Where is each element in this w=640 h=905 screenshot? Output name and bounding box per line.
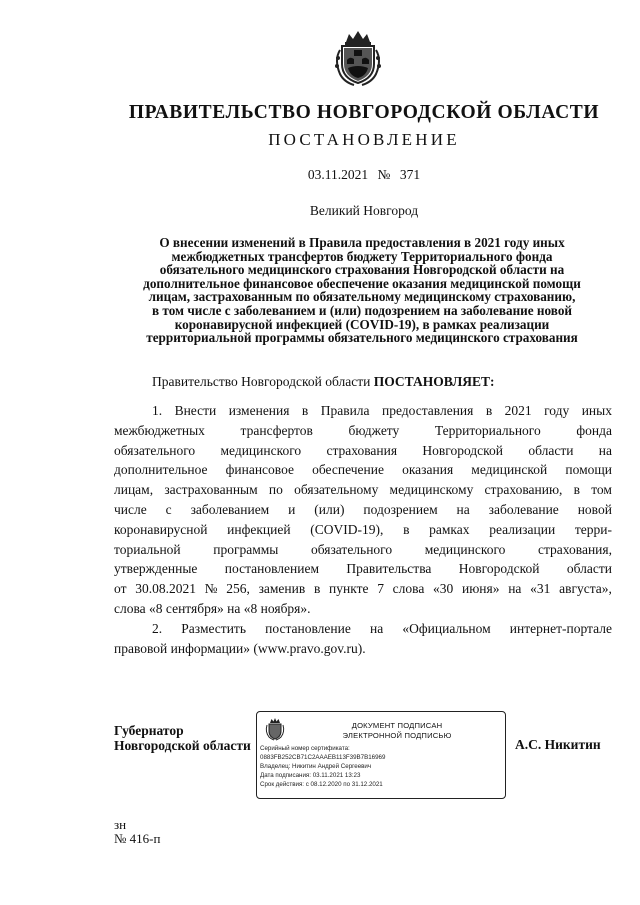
body-word: 256, (226, 581, 250, 597)
subject-line: межбюджетных трансфертов бюджету Территориального фонда (171, 248, 553, 264)
body-word: коронавирусной (114, 521, 208, 537)
document-subject (112, 236, 612, 345)
executor-initials: зн (114, 817, 127, 832)
body-word: трансфертов (240, 422, 313, 438)
subject-line: лицам, застрахованным по обязательному медицинскому страхованию, (148, 289, 576, 305)
body-word: слова (392, 581, 425, 597)
body-word: изменения (228, 403, 290, 418)
body-word: инфекцией (227, 521, 291, 537)
body-line (114, 540, 612, 560)
body-word: лицам, (114, 482, 154, 498)
body-word: медицинскому (389, 482, 474, 498)
cert-number: 0883FB252CB71C2AAAEB113F39B7B16969 (260, 753, 386, 761)
stamp-details (260, 745, 504, 790)
subject-line: коронавирусной инфекцией (COVID-19), в рамках реализации (174, 316, 550, 332)
body-word: в (301, 403, 309, 418)
body-word: августа», (559, 581, 612, 597)
body-word: Правила (320, 403, 370, 418)
signer-name: А.С. Никитин (515, 737, 601, 752)
preamble-keyword: ПОСТАНОВЛЯЕТ: (373, 374, 495, 389)
body-word: области (528, 442, 574, 458)
body-word: с (165, 501, 172, 517)
body-line (114, 500, 612, 520)
body-word: 30.08.2021 (135, 581, 196, 597)
body-word: в (573, 482, 580, 498)
body-word: году (544, 403, 570, 418)
document-type: ПОСТАНОВЛЕНИЕ (268, 130, 460, 149)
body-word: от (114, 581, 127, 597)
body-word: июня» (462, 581, 500, 597)
body-line (114, 441, 612, 461)
body-word: Правительства (346, 561, 432, 577)
body-word: помощи (565, 462, 612, 478)
body-word: постановление (265, 620, 351, 636)
body-line (114, 460, 612, 480)
subject-line: обязательного медицинского страхования Новгородской области на (159, 262, 565, 278)
footer (114, 818, 160, 846)
novgorod-coat-of-arms-icon (330, 28, 386, 86)
body-word: 7 (377, 581, 384, 597)
signer-position (114, 723, 251, 753)
stamp-heading (297, 721, 497, 741)
body-word: медицинского (220, 442, 302, 458)
government-title: ПРАВИТЕЛЬСТВО НОВГОРОДСКОЙ ОБЛАСТИ (128, 102, 600, 123)
number-sign: № (377, 167, 391, 182)
body-word: предоставления (381, 403, 474, 418)
body-line (114, 599, 612, 619)
body-line (114, 579, 612, 599)
body-word: заболевание (488, 501, 559, 517)
body-word: на (508, 581, 522, 597)
subject-line: О внесении изменений в Правила предоставления в 2021 году иных (159, 235, 565, 250)
body-word: заменив (258, 581, 306, 597)
document-date: 03.11.2021 (307, 167, 369, 182)
body-word: на (456, 501, 470, 517)
body-word: 1. (152, 403, 163, 418)
stamp-subtitle: ЭЛЕКТРОННОЙ ПОДПИСЬЮ (342, 731, 452, 740)
body-word: утвержденные (114, 561, 198, 577)
body-word: обязательного (114, 442, 196, 458)
body-word: Разместить (181, 620, 246, 636)
preamble-text: Правительство Новгородской области (152, 374, 374, 389)
body-word: реализации (489, 521, 556, 537)
date-and-number (0, 167, 640, 183)
body-word: в (403, 521, 410, 537)
body-word: по (268, 482, 283, 498)
body-word: ториальной (114, 541, 181, 557)
body-word: медицинской (471, 462, 548, 478)
body-word: Новгородской (458, 561, 540, 577)
body-word: и (288, 501, 296, 517)
body-word: программы (213, 541, 279, 557)
signed-date: Дата подписания: 03.11.2021 13:23 (260, 771, 361, 779)
body-word: интернет-портале (509, 620, 612, 636)
body-word: в (313, 581, 321, 597)
body-word: «31 (530, 581, 551, 597)
document-number: 371 (399, 167, 421, 182)
body-word: межбюджетных (114, 422, 205, 438)
body-word: 2021 (504, 403, 532, 418)
body-word: медицинского (424, 541, 506, 557)
body-word: иных (581, 403, 612, 418)
cert-validity: Срок действия: с 08.12.2020 по 31.12.2021 (260, 780, 383, 788)
body-word: страхования, (537, 541, 612, 557)
subject-line: в том числе с заболеванием и (или) подозрением на заболевание новой (151, 302, 573, 318)
body-word: Внести (174, 403, 217, 418)
body-word: новой (577, 501, 612, 517)
city: Великий Новгород (309, 203, 419, 218)
subject-line: дополнительное финансовое обеспечение оказания медицинской помощи (143, 275, 581, 291)
body-word: «Официальном (402, 620, 491, 636)
stamp-title: ДОКУМЕНТ ПОДПИСАН (351, 721, 443, 730)
body-line (114, 639, 612, 659)
resolution-body (114, 401, 612, 658)
body-word: том (591, 482, 612, 498)
body-word: области (566, 561, 612, 577)
subject-line: территориальной программы обязательного медицинского страхования (146, 330, 578, 346)
body-word: терри- (574, 521, 612, 537)
body-word: рамках (429, 521, 470, 537)
cert-label: Серийный номер сертификата: (260, 745, 350, 752)
body-word: (или) (314, 501, 345, 517)
body-line (114, 480, 612, 500)
body-line (114, 421, 612, 441)
body-word: обязательного (310, 541, 393, 557)
signer-position-line: Новгородской области (114, 738, 251, 753)
signer-position-line: Губернатор (114, 723, 184, 738)
body-word: Новгородской (422, 442, 504, 458)
body-word: застрахованным (164, 482, 258, 498)
body-word: бюджету (348, 422, 400, 438)
body-line (114, 619, 612, 639)
body-word: на (598, 442, 612, 458)
body-word: обеспечение (312, 462, 384, 478)
body-word: «30 (433, 581, 454, 597)
body-word: фонда (576, 422, 612, 438)
body-word: Территориального (434, 422, 541, 438)
body-line (114, 520, 612, 540)
body-word: постановлением (224, 561, 320, 577)
body-word: страхованию, (484, 482, 563, 498)
body-word: обязательному (294, 482, 379, 498)
body-word: дополнительное (114, 462, 208, 478)
body-word: 2. (152, 620, 163, 636)
body-word: пункте (329, 581, 369, 597)
cert-owner: Владелец: Никитин Андрей Сергеевич (260, 762, 372, 770)
body-word: страхования (326, 442, 398, 458)
body-word: финансовое (225, 462, 294, 478)
body-word: на (370, 620, 384, 636)
body-line (114, 559, 612, 579)
body-word: оказания (402, 462, 454, 478)
body-word: правовой информации» (www.pravo.gov.ru). (114, 640, 366, 656)
electronic-signature-stamp (256, 711, 506, 799)
stamp-coat-of-arms-icon (263, 717, 287, 741)
body-word: подозрением (363, 501, 438, 517)
body-line (114, 401, 612, 421)
body-word: (COVID-19), (310, 521, 384, 537)
internal-ref-number: № 416-п (114, 831, 161, 846)
body-word: числе (114, 501, 147, 517)
body-word: слова «8 сентября» на «8 ноября». (114, 600, 311, 616)
body-word: в (485, 403, 493, 418)
body-word: № (204, 581, 218, 597)
preamble (152, 374, 495, 390)
body-word: заболеванием (190, 501, 270, 517)
